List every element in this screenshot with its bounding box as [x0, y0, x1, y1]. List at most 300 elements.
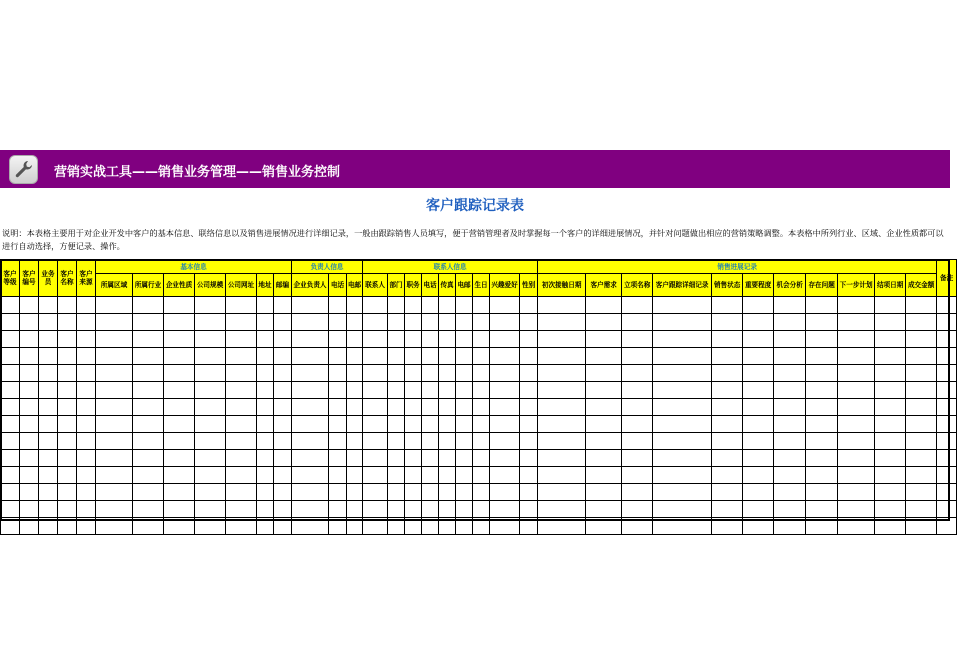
table-cell[interactable]	[195, 399, 226, 416]
table-cell[interactable]	[906, 382, 937, 399]
table-cell[interactable]	[405, 382, 422, 399]
table-cell[interactable]	[586, 501, 622, 518]
table-cell[interactable]	[133, 382, 164, 399]
table-cell[interactable]	[422, 484, 439, 501]
table-cell[interactable]	[39, 433, 58, 450]
table-cell[interactable]	[405, 467, 422, 484]
table-cell[interactable]	[473, 297, 490, 314]
table-cell[interactable]	[292, 331, 329, 348]
table-cell[interactable]	[257, 399, 274, 416]
table-cell[interactable]	[586, 399, 622, 416]
table-cell[interactable]	[347, 484, 363, 501]
table-cell[interactable]	[906, 484, 937, 501]
table-cell[interactable]	[77, 484, 96, 501]
table-cell[interactable]	[806, 450, 838, 467]
table-cell[interactable]	[164, 297, 195, 314]
table-cell[interactable]	[292, 433, 329, 450]
table-cell[interactable]	[58, 484, 77, 501]
table-cell[interactable]	[473, 518, 490, 535]
table-cell[interactable]	[20, 331, 39, 348]
table-cell[interactable]	[388, 365, 405, 382]
table-cell[interactable]	[653, 365, 712, 382]
table-cell[interactable]	[473, 382, 490, 399]
table-cell[interactable]	[292, 382, 329, 399]
table-cell[interactable]	[226, 450, 257, 467]
table-cell[interactable]	[622, 297, 653, 314]
table-cell[interactable]	[520, 382, 538, 399]
table-cell[interactable]	[58, 365, 77, 382]
table-cell[interactable]	[806, 331, 838, 348]
table-cell[interactable]	[712, 484, 743, 501]
table-cell[interactable]	[77, 314, 96, 331]
table-cell[interactable]	[292, 416, 329, 433]
table-cell[interactable]	[906, 467, 937, 484]
table-cell[interactable]	[96, 297, 133, 314]
table-cell[interactable]	[473, 365, 490, 382]
table-cell[interactable]	[422, 314, 439, 331]
table-cell[interactable]	[806, 365, 838, 382]
table-cell[interactable]	[838, 365, 875, 382]
table-cell[interactable]	[77, 399, 96, 416]
table-cell[interactable]	[257, 484, 274, 501]
table-cell[interactable]	[743, 382, 774, 399]
table-cell[interactable]	[274, 348, 292, 365]
table-cell[interactable]	[490, 433, 520, 450]
table-cell[interactable]	[538, 518, 586, 535]
table-cell[interactable]	[712, 433, 743, 450]
table-cell[interactable]	[875, 501, 906, 518]
table-cell[interactable]	[226, 518, 257, 535]
table-cell[interactable]	[806, 501, 838, 518]
table-cell[interactable]	[20, 433, 39, 450]
table-cell[interactable]	[329, 416, 347, 433]
table-cell[interactable]	[257, 450, 274, 467]
table-cell[interactable]	[388, 501, 405, 518]
table-cell[interactable]	[39, 416, 58, 433]
table-cell[interactable]	[133, 365, 164, 382]
table-cell[interactable]	[538, 399, 586, 416]
table-cell[interactable]	[58, 399, 77, 416]
table-cell[interactable]	[743, 331, 774, 348]
table-cell[interactable]	[96, 450, 133, 467]
table-cell[interactable]	[490, 501, 520, 518]
table-cell[interactable]	[712, 416, 743, 433]
table-cell[interactable]	[520, 467, 538, 484]
table-cell[interactable]	[743, 365, 774, 382]
table-cell[interactable]	[329, 382, 347, 399]
table-cell[interactable]	[439, 484, 456, 501]
table-cell[interactable]	[347, 365, 363, 382]
table-cell[interactable]	[347, 518, 363, 535]
table-cell[interactable]	[586, 518, 622, 535]
table-cell[interactable]	[58, 416, 77, 433]
table-cell[interactable]	[292, 399, 329, 416]
table-cell[interactable]	[712, 399, 743, 416]
table-cell[interactable]	[195, 382, 226, 399]
table-cell[interactable]	[743, 518, 774, 535]
table-cell[interactable]	[58, 433, 77, 450]
table-cell[interactable]	[473, 331, 490, 348]
table-cell[interactable]	[743, 399, 774, 416]
table-cell[interactable]	[838, 331, 875, 348]
table-cell[interactable]	[520, 433, 538, 450]
table-cell[interactable]	[439, 450, 456, 467]
table-cell[interactable]	[347, 501, 363, 518]
table-cell[interactable]	[96, 416, 133, 433]
table-cell[interactable]	[586, 297, 622, 314]
table-cell[interactable]	[292, 450, 329, 467]
table-cell[interactable]	[906, 416, 937, 433]
table-cell[interactable]	[712, 331, 743, 348]
table-cell[interactable]	[363, 518, 388, 535]
table-cell[interactable]	[490, 314, 520, 331]
table-cell[interactable]	[439, 416, 456, 433]
table-cell[interactable]	[20, 484, 39, 501]
table-cell[interactable]	[133, 348, 164, 365]
table-cell[interactable]	[96, 518, 133, 535]
table-cell[interactable]	[622, 399, 653, 416]
table-cell[interactable]	[133, 331, 164, 348]
table-cell[interactable]	[347, 450, 363, 467]
table-cell[interactable]	[538, 297, 586, 314]
table-cell[interactable]	[586, 382, 622, 399]
table-cell[interactable]	[77, 416, 96, 433]
table-cell[interactable]	[195, 484, 226, 501]
table-cell[interactable]	[906, 297, 937, 314]
table-cell[interactable]	[274, 467, 292, 484]
table-cell[interactable]	[77, 348, 96, 365]
table-cell[interactable]	[586, 467, 622, 484]
table-cell[interactable]	[274, 450, 292, 467]
table-cell[interactable]	[456, 450, 473, 467]
table-cell[interactable]	[274, 331, 292, 348]
table-cell[interactable]	[520, 297, 538, 314]
table-cell[interactable]	[388, 416, 405, 433]
table-cell[interactable]	[20, 382, 39, 399]
table-cell[interactable]	[164, 416, 195, 433]
table-cell[interactable]	[388, 433, 405, 450]
table-cell[interactable]	[292, 314, 329, 331]
table-cell[interactable]	[329, 331, 347, 348]
table-cell[interactable]	[906, 518, 937, 535]
table-cell[interactable]	[39, 501, 58, 518]
table-cell[interactable]	[363, 501, 388, 518]
table-cell[interactable]	[937, 450, 957, 467]
table-cell[interactable]	[838, 314, 875, 331]
table-cell[interactable]	[388, 467, 405, 484]
table-cell[interactable]	[347, 297, 363, 314]
table-cell[interactable]	[439, 382, 456, 399]
table-cell[interactable]	[58, 467, 77, 484]
table-cell[interactable]	[538, 314, 586, 331]
table-cell[interactable]	[257, 331, 274, 348]
table-cell[interactable]	[622, 484, 653, 501]
table-cell[interactable]	[875, 382, 906, 399]
table-cell[interactable]	[257, 416, 274, 433]
table-cell[interactable]	[257, 467, 274, 484]
table-cell[interactable]	[1, 467, 20, 484]
table-cell[interactable]	[20, 314, 39, 331]
table-cell[interactable]	[164, 501, 195, 518]
table-cell[interactable]	[363, 348, 388, 365]
table-cell[interactable]	[456, 433, 473, 450]
table-cell[interactable]	[1, 501, 20, 518]
table-cell[interactable]	[226, 314, 257, 331]
table-cell[interactable]	[838, 382, 875, 399]
table-cell[interactable]	[347, 314, 363, 331]
table-cell[interactable]	[622, 501, 653, 518]
table-cell[interactable]	[439, 501, 456, 518]
table-cell[interactable]	[875, 297, 906, 314]
table-cell[interactable]	[329, 450, 347, 467]
table-cell[interactable]	[838, 297, 875, 314]
table-cell[interactable]	[195, 433, 226, 450]
table-cell[interactable]	[388, 348, 405, 365]
table-cell[interactable]	[937, 382, 957, 399]
table-cell[interactable]	[20, 416, 39, 433]
table-cell[interactable]	[653, 450, 712, 467]
table-cell[interactable]	[96, 467, 133, 484]
table-cell[interactable]	[875, 518, 906, 535]
table-cell[interactable]	[195, 297, 226, 314]
table-cell[interactable]	[653, 331, 712, 348]
table-cell[interactable]	[712, 501, 743, 518]
table-cell[interactable]	[329, 518, 347, 535]
table-cell[interactable]	[347, 433, 363, 450]
table-cell[interactable]	[806, 484, 838, 501]
table-cell[interactable]	[77, 467, 96, 484]
table-cell[interactable]	[622, 416, 653, 433]
table-cell[interactable]	[586, 433, 622, 450]
table-cell[interactable]	[653, 399, 712, 416]
table-cell[interactable]	[520, 416, 538, 433]
table-cell[interactable]	[164, 382, 195, 399]
table-cell[interactable]	[405, 331, 422, 348]
table-cell[interactable]	[520, 484, 538, 501]
table-cell[interactable]	[520, 314, 538, 331]
table-cell[interactable]	[937, 297, 957, 314]
table-cell[interactable]	[622, 382, 653, 399]
table-cell[interactable]	[1, 416, 20, 433]
table-cell[interactable]	[363, 331, 388, 348]
table-cell[interactable]	[96, 484, 133, 501]
table-cell[interactable]	[653, 348, 712, 365]
table-cell[interactable]	[1, 484, 20, 501]
table-cell[interactable]	[58, 297, 77, 314]
table-cell[interactable]	[133, 399, 164, 416]
table-cell[interactable]	[20, 348, 39, 365]
table-cell[interactable]	[292, 467, 329, 484]
table-cell[interactable]	[226, 348, 257, 365]
table-cell[interactable]	[653, 382, 712, 399]
table-cell[interactable]	[774, 331, 806, 348]
table-cell[interactable]	[164, 518, 195, 535]
table-cell[interactable]	[538, 416, 586, 433]
table-cell[interactable]	[1, 314, 20, 331]
table-cell[interactable]	[937, 433, 957, 450]
table-cell[interactable]	[838, 467, 875, 484]
table-cell[interactable]	[806, 467, 838, 484]
table-cell[interactable]	[20, 365, 39, 382]
table-cell[interactable]	[77, 331, 96, 348]
table-cell[interactable]	[39, 467, 58, 484]
table-cell[interactable]	[439, 331, 456, 348]
table-cell[interactable]	[937, 365, 957, 382]
table-cell[interactable]	[743, 450, 774, 467]
table-cell[interactable]	[422, 416, 439, 433]
table-cell[interactable]	[164, 450, 195, 467]
table-cell[interactable]	[774, 467, 806, 484]
table-cell[interactable]	[875, 484, 906, 501]
table-cell[interactable]	[226, 416, 257, 433]
table-cell[interactable]	[838, 433, 875, 450]
table-cell[interactable]	[226, 484, 257, 501]
table-cell[interactable]	[586, 314, 622, 331]
table-cell[interactable]	[490, 450, 520, 467]
table-cell[interactable]	[806, 297, 838, 314]
table-cell[interactable]	[622, 467, 653, 484]
table-cell[interactable]	[405, 484, 422, 501]
table-cell[interactable]	[164, 331, 195, 348]
table-cell[interactable]	[195, 467, 226, 484]
table-cell[interactable]	[77, 382, 96, 399]
table-cell[interactable]	[226, 399, 257, 416]
table-cell[interactable]	[937, 348, 957, 365]
table-cell[interactable]	[164, 365, 195, 382]
table-cell[interactable]	[439, 433, 456, 450]
table-cell[interactable]	[20, 518, 39, 535]
table-cell[interactable]	[133, 314, 164, 331]
table-cell[interactable]	[226, 501, 257, 518]
table-cell[interactable]	[490, 399, 520, 416]
table-cell[interactable]	[133, 450, 164, 467]
table-cell[interactable]	[96, 382, 133, 399]
table-cell[interactable]	[363, 450, 388, 467]
table-cell[interactable]	[439, 314, 456, 331]
table-cell[interactable]	[58, 348, 77, 365]
table-cell[interactable]	[538, 382, 586, 399]
table-cell[interactable]	[133, 416, 164, 433]
table-cell[interactable]	[906, 399, 937, 416]
table-cell[interactable]	[422, 467, 439, 484]
table-cell[interactable]	[96, 331, 133, 348]
table-cell[interactable]	[712, 365, 743, 382]
table-cell[interactable]	[439, 518, 456, 535]
table-cell[interactable]	[39, 297, 58, 314]
table-cell[interactable]	[743, 348, 774, 365]
table-cell[interactable]	[77, 297, 96, 314]
table-cell[interactable]	[743, 314, 774, 331]
table-cell[interactable]	[520, 501, 538, 518]
table-cell[interactable]	[77, 365, 96, 382]
table-cell[interactable]	[363, 297, 388, 314]
table-cell[interactable]	[388, 331, 405, 348]
table-cell[interactable]	[490, 331, 520, 348]
table-cell[interactable]	[257, 365, 274, 382]
table-cell[interactable]	[347, 399, 363, 416]
table-cell[interactable]	[195, 365, 226, 382]
table-cell[interactable]	[456, 399, 473, 416]
table-cell[interactable]	[456, 518, 473, 535]
table-cell[interactable]	[39, 450, 58, 467]
table-cell[interactable]	[20, 450, 39, 467]
table-cell[interactable]	[906, 348, 937, 365]
table-cell[interactable]	[405, 433, 422, 450]
table-cell[interactable]	[164, 348, 195, 365]
table-cell[interactable]	[653, 314, 712, 331]
table-cell[interactable]	[274, 365, 292, 382]
table-cell[interactable]	[164, 484, 195, 501]
table-cell[interactable]	[538, 484, 586, 501]
table-cell[interactable]	[292, 348, 329, 365]
table-cell[interactable]	[329, 297, 347, 314]
table-cell[interactable]	[422, 399, 439, 416]
table-cell[interactable]	[937, 467, 957, 484]
table-cell[interactable]	[39, 399, 58, 416]
table-cell[interactable]	[257, 297, 274, 314]
table-cell[interactable]	[226, 331, 257, 348]
table-cell[interactable]	[937, 416, 957, 433]
table-cell[interactable]	[1, 518, 20, 535]
table-cell[interactable]	[347, 382, 363, 399]
table-cell[interactable]	[473, 433, 490, 450]
table-cell[interactable]	[774, 450, 806, 467]
table-cell[interactable]	[329, 433, 347, 450]
table-cell[interactable]	[363, 314, 388, 331]
table-cell[interactable]	[1, 433, 20, 450]
table-cell[interactable]	[937, 501, 957, 518]
table-cell[interactable]	[77, 501, 96, 518]
table-cell[interactable]	[347, 331, 363, 348]
table-cell[interactable]	[490, 365, 520, 382]
table-cell[interactable]	[422, 331, 439, 348]
table-cell[interactable]	[20, 297, 39, 314]
table-cell[interactable]	[292, 484, 329, 501]
table-cell[interactable]	[473, 348, 490, 365]
table-cell[interactable]	[520, 331, 538, 348]
table-cell[interactable]	[937, 518, 957, 535]
table-cell[interactable]	[363, 467, 388, 484]
table-cell[interactable]	[473, 484, 490, 501]
table-cell[interactable]	[712, 297, 743, 314]
table-cell[interactable]	[838, 348, 875, 365]
table-cell[interactable]	[937, 399, 957, 416]
table-cell[interactable]	[96, 348, 133, 365]
table-cell[interactable]	[712, 314, 743, 331]
table-cell[interactable]	[490, 518, 520, 535]
table-cell[interactable]	[405, 314, 422, 331]
table-cell[interactable]	[538, 348, 586, 365]
table-cell[interactable]	[329, 348, 347, 365]
table-cell[interactable]	[39, 331, 58, 348]
table-cell[interactable]	[456, 348, 473, 365]
table-cell[interactable]	[653, 501, 712, 518]
table-cell[interactable]	[292, 365, 329, 382]
table-cell[interactable]	[456, 501, 473, 518]
table-cell[interactable]	[473, 314, 490, 331]
table-cell[interactable]	[439, 467, 456, 484]
table-cell[interactable]	[164, 467, 195, 484]
table-cell[interactable]	[422, 450, 439, 467]
table-cell[interactable]	[838, 518, 875, 535]
table-cell[interactable]	[622, 331, 653, 348]
table-cell[interactable]	[58, 501, 77, 518]
table-cell[interactable]	[226, 297, 257, 314]
table-cell[interactable]	[490, 297, 520, 314]
table-cell[interactable]	[774, 382, 806, 399]
table-cell[interactable]	[363, 416, 388, 433]
table-cell[interactable]	[58, 314, 77, 331]
